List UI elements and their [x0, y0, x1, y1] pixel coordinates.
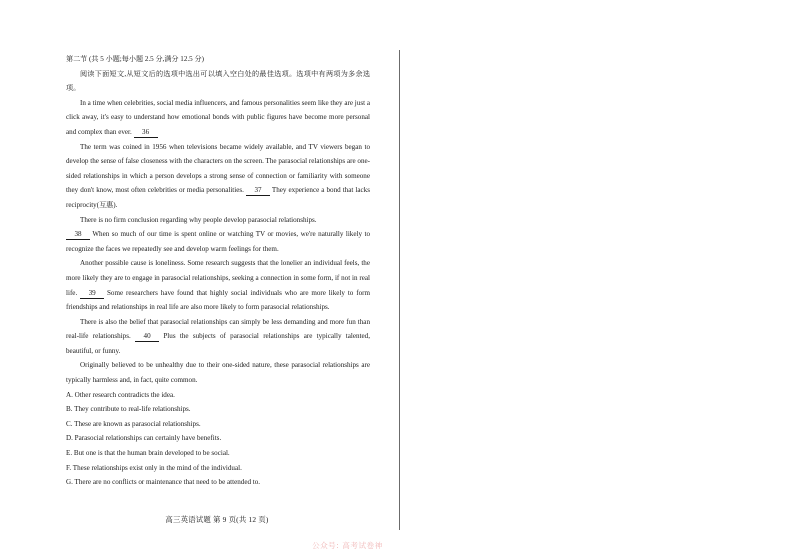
- option-d: D. Parasocial relationships can certainly have benefits.: [66, 434, 222, 443]
- paragraph-2-text: The term was coined in 1956 when televisions became widely available, and TV viewers began to develop the sense of false closeness with the characters on the screen. The parasocial relationships are one-sided relationships in which a person develops a strong sense of connection or familiarity with someone they don't know, most often celebrities or media personalities.: [66, 142, 370, 195]
- page-footer: 高三英语试题 第 9 页(共 12 页): [165, 515, 269, 524]
- option-b: B. They contribute to real-life relationships.: [66, 405, 191, 414]
- paragraph-4-head: Another possible cause is loneliness. Some research suggests that the lonelier an individual feels, the more likely they are to engage in parasocial relationships, seeking a connection in some form, if not in real life.: [66, 259, 370, 297]
- paragraph-1-text: In a time when celebrities, social media influencers, and famous personalities seem like they are just a click away, it's easy to understand how emotional bonds with public figures have become more personal and complex than ever.: [66, 98, 370, 136]
- blank-39: 39: [80, 289, 104, 299]
- paragraph-2-tail: They experience a bond that lacks reciprocity(互惠).: [66, 186, 370, 209]
- paragraph-4: [66, 256, 370, 314]
- option-e: E. But one is that the human brain developed to be social.: [66, 449, 230, 458]
- watermark: 公众号: 高考试卷神: [312, 541, 383, 550]
- paragraph-4-tail: Some researchers have found that highly social individuals who are more likely to form friendships and relationships in real life are also more likely to form parasocial relationships.: [66, 288, 370, 312]
- option-a: A. Other research contradicts the idea.: [66, 390, 175, 399]
- paragraph-2: [66, 140, 370, 213]
- blank-37: 37: [246, 186, 270, 196]
- paragraph-6: Originally believed to be unhealthy due to their one-sided nature, these parasocial relationships are typically harmless and, in fact, quite common.: [66, 361, 370, 385]
- paragraph-1: [66, 96, 370, 140]
- instructions: 阅读下面短文,从短文后的选项中选出可以填入空白处的最佳选项。选项中有两项为多余选项。: [66, 69, 370, 93]
- blank-36: 36: [134, 128, 158, 138]
- paragraph-3: [66, 213, 370, 257]
- column-divider: [399, 50, 400, 530]
- option-c: C. These are known as parasocial relationships.: [66, 419, 201, 428]
- paragraph-5-head: There is also the belief that parasocial relationships can simply be less demanding and more fun than real-life relationships.: [66, 317, 370, 341]
- blank-38: 38: [66, 230, 90, 240]
- paragraph-3-intro: There is no firm conclusion regarding why people develop parasocial relationships.: [80, 215, 317, 224]
- section-heading: 第二节 (共 5 小题;每小题 2.5 分,满分 12.5 分): [66, 55, 204, 63]
- passage-column: [66, 52, 370, 490]
- option-g: G. There are no conflicts or maintenance that need to be attended to.: [66, 478, 261, 487]
- paragraph-3-tail: When so much of our time is spent online or watching TV or movies, we're naturally likely to recognize the faces we repeatedly see and develop warm feelings for them.: [66, 230, 370, 253]
- paragraph-5: [66, 315, 370, 359]
- option-f: F. These relationships exist only in the mind of the individual.: [66, 463, 242, 472]
- blank-40: 40: [135, 332, 159, 342]
- paragraph-5-tail: Plus the subjects of parasocial relationships are typically talented, beautiful, or funny.: [66, 332, 371, 355]
